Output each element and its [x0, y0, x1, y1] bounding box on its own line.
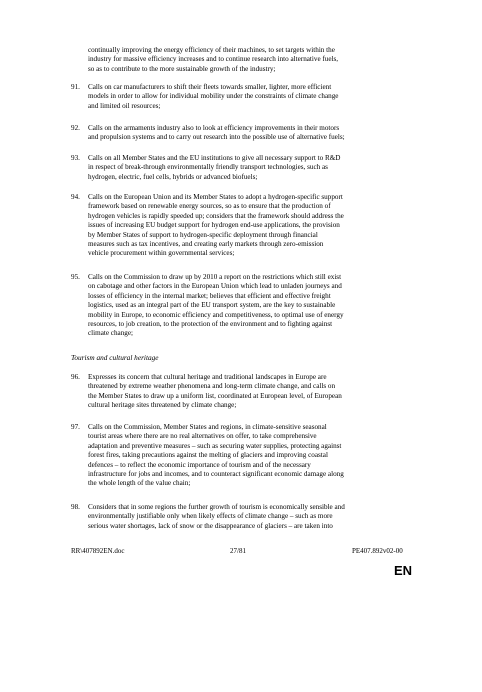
footer-doc-reference: RR\407892EN.doc: [71, 547, 125, 555]
paragraph-text: Calls on the Commission to draw up by 2010 a report on the restrictions which still exist on cabotage and other factors in the European Union which lead to unladen journeys and losses of efficiency in the internal market; believes that efficient and effective freight logistics, used as an integral part of the EU transport system, are the key to sustainable mobility in Europe, to economic efficiency and competitiveness, to optimal use of energy resources, to job creation, to the protection of the environment and to fighting against climate change;: [88, 273, 344, 338]
paragraph-number: 96.: [71, 373, 80, 381]
paragraph-text: Expresses its concern that cultural heritage and traditional landscapes in Europe are threatened by extreme weather phenomena and long-term climate change, and calls on the Member States to draw up a uniform list, coordinated at European level, of European cultural heritage sites threatened by climate change;: [88, 373, 342, 410]
footer-pe-reference: PE407.892v02-00: [352, 547, 403, 555]
paragraph-text: Calls on car manufacturers to shift their fleets towards smaller, lighter, more efficient models in order to allow for individual mobility under the constraints of climate change and limited oil resources;: [88, 83, 339, 110]
continuation-text: continually improving the energy efficiency of their machines, to set targets within the industry for massive efficiency increases and to continue research into alternative fuels, so as to contribute to the more sustainable growth of the industry;: [88, 46, 339, 73]
paragraph-text: Calls on the European Union and its Member States to adopt a hydrogen-specific support framework based on renewable energy sources, so as to ensure that the production of hydrogen vehicles is rapidly speeded up; considers that the framework should address the issues of increasing EU budget support for hydrogen end-use applications, the provision by Member States of support to hydrogen-specific deployment through financial measures such as tax incentives, and creating early markets through zero-emission vehicle procurement within governmental services;: [88, 193, 344, 258]
paragraph-text: Considers that in some regions the further growth of tourism is economically sensible and environmentally justifiable only when likely effects of climate change – such as more serious water shortages, lack of snow or the disappearance of glaciers – are taken into: [88, 503, 345, 530]
paragraph-number: 97.: [71, 423, 80, 431]
section-heading: Tourism and cultural heritage: [71, 353, 159, 362]
paragraph-number: 91.: [71, 83, 80, 91]
footer-page-number: 27/81: [230, 547, 246, 555]
paragraph-number: 92.: [71, 124, 80, 132]
paragraph-text: Calls on the Commission, Member States and regions, in climate-sensitive seasonal tourist areas where there are no real alternatives on offer, to take comprehensive adaptation and preventive measures – such as securing water supplies, protecting against forest fires, taking precautions against the melting of glaciers and improving coastal defences – to reflect the economic importance of tourism and of the necessary infrastructure for jobs and incomes, and to counteract significant economic damage along the whole length of the value chain;: [88, 423, 344, 488]
paragraph-number: 98.: [71, 503, 80, 511]
paragraph-text: Calls on the armaments industry also to look at efficiency improvements in their motors and propulsion systems and to carry out research into the possible use of alternative fuels;: [88, 124, 345, 142]
language-badge: EN: [394, 563, 413, 578]
paragraph-number: 94.: [71, 193, 80, 201]
paragraph-text: Calls on all Member States and the EU institutions to give all necessary support to R&D in respect of break-through environmentally friendly transport technologies, such as hydrogen, electric, fuel cells, hybrids or advanced biofuels;: [88, 154, 341, 181]
paragraph-number: 93.: [71, 154, 80, 162]
paragraph-number: 95.: [71, 273, 80, 281]
